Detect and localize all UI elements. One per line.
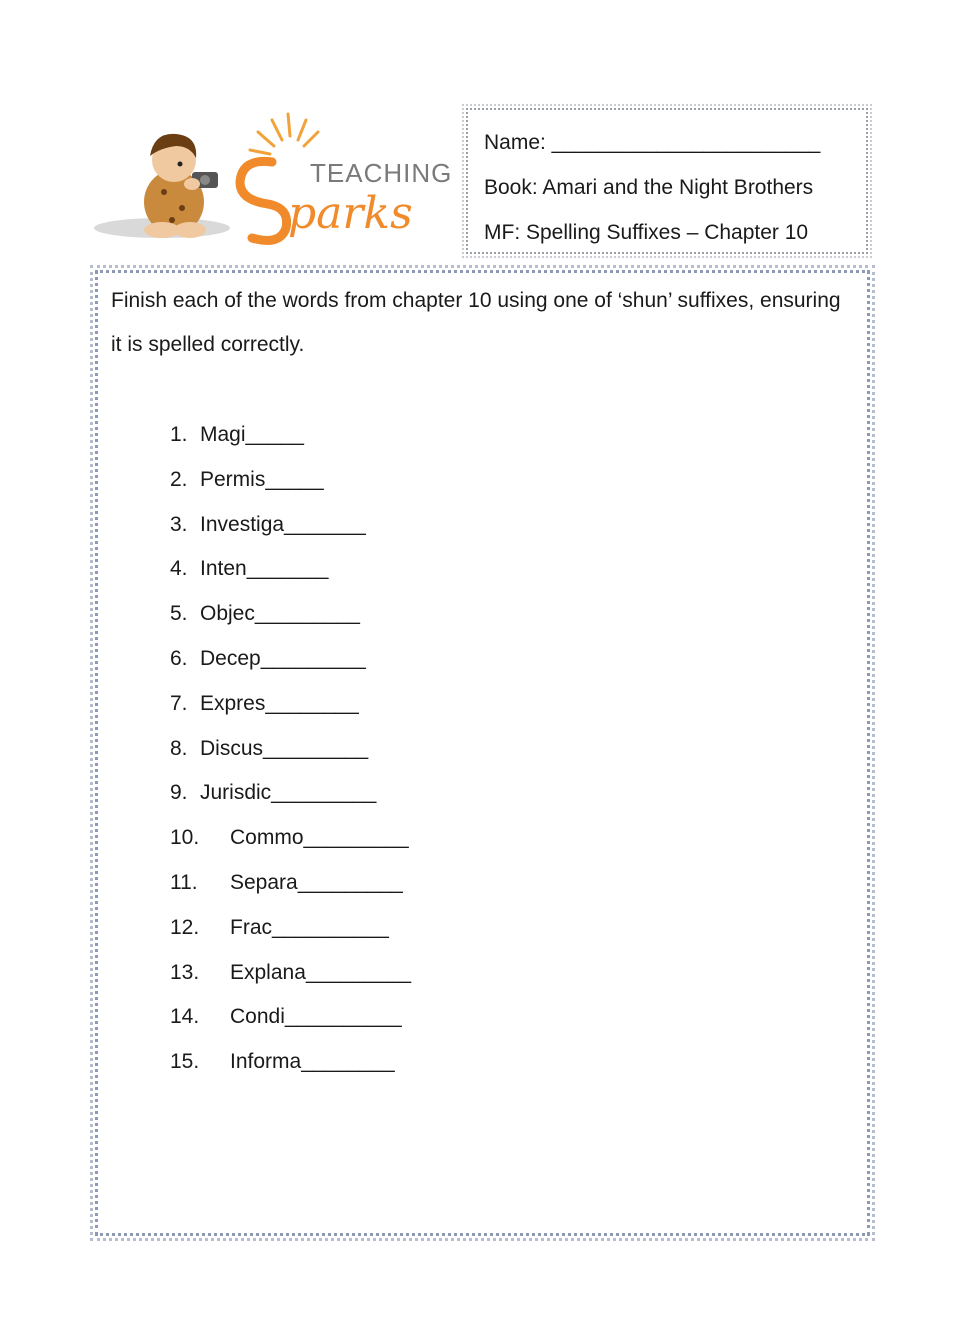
item-word[interactable]: Frac__________ (230, 915, 389, 939)
item-number: 9. (170, 781, 188, 805)
item-word[interactable]: Jurisdic_________ (200, 781, 377, 805)
item-number: 11. (170, 870, 198, 894)
worksheet-topic: MF: Spelling Suffixes – Chapter 10 (484, 221, 809, 244)
item-number: 12. (170, 915, 200, 939)
word-item[interactable] (170, 592, 411, 637)
item-number: 4. (170, 557, 188, 581)
item-word[interactable]: Condi__________ (230, 1005, 402, 1029)
item-word[interactable]: Investiga_______ (200, 512, 366, 536)
word-item[interactable] (170, 458, 411, 503)
teaching-sparks-logo (92, 110, 452, 255)
item-word[interactable]: Decep_________ (200, 646, 366, 670)
item-number: 2. (170, 467, 188, 491)
item-number: 14. (170, 1005, 200, 1029)
item-number: 3. (170, 512, 188, 536)
item-word[interactable]: Discus_________ (200, 736, 369, 760)
student-info-box (466, 108, 868, 254)
item-number: 1. (170, 423, 188, 446)
word-item[interactable] (170, 861, 411, 906)
worksheet-body (95, 270, 870, 1236)
instructions: Finish each of the words from chapter 10 using one of ‘shun’ suffixes, ensuring it is spelled correctly. (111, 289, 841, 356)
item-word[interactable]: Objec_________ (200, 602, 360, 626)
item-word[interactable]: Inten_______ (200, 557, 329, 581)
word-item[interactable] (170, 413, 411, 458)
item-word[interactable]: Commo_________ (230, 826, 409, 850)
svg-text:parks: parks (288, 188, 413, 239)
word-item[interactable] (170, 951, 411, 996)
word-item[interactable] (170, 906, 411, 951)
item-number: 7. (170, 691, 188, 715)
word-item[interactable] (170, 1040, 411, 1085)
word-item[interactable] (170, 816, 411, 861)
item-number: 5. (170, 602, 188, 626)
item-number: 6. (170, 646, 188, 670)
item-word[interactable]: Permis_____ (200, 467, 324, 491)
word-item[interactable] (170, 503, 411, 548)
book-title: Book: Amari and the Night Brothers (484, 176, 814, 199)
caveman-mascot-icon (92, 110, 452, 255)
item-word[interactable]: Magi_____ (200, 423, 304, 446)
item-word[interactable]: Explana_________ (230, 960, 412, 984)
word-item[interactable] (170, 727, 411, 772)
item-number: 15. (170, 1050, 200, 1074)
word-item[interactable] (170, 682, 411, 727)
name-field[interactable]: Name: _______________________ (484, 131, 821, 154)
item-word[interactable]: Informa________ (230, 1050, 395, 1074)
item-number: 8. (170, 736, 188, 760)
item-number: 13. (170, 960, 200, 984)
word-list (170, 413, 411, 1085)
word-item[interactable] (170, 771, 411, 816)
word-item[interactable] (170, 995, 411, 1040)
item-word[interactable]: Separa_________ (230, 870, 403, 894)
word-item[interactable] (170, 547, 411, 592)
word-item[interactable] (170, 637, 411, 682)
item-number: 10. (170, 826, 200, 850)
item-word[interactable]: Expres________ (200, 691, 359, 715)
svg-text:TEACHING: TEACHING (310, 158, 452, 188)
